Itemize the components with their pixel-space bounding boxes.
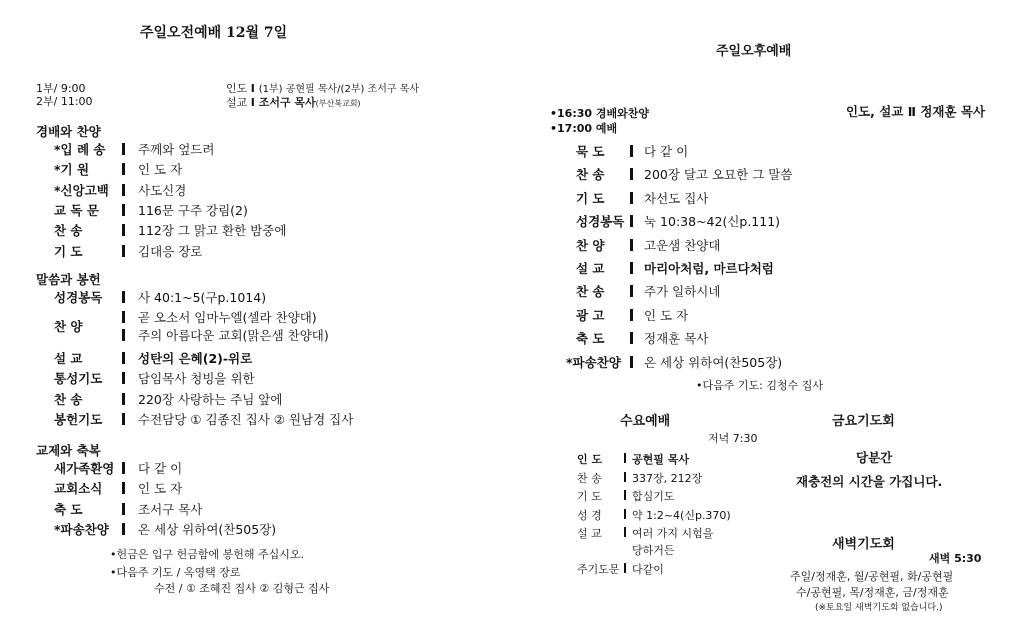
- morning-row-label: 축 도: [54, 501, 83, 517]
- afternoon-row-label: 찬 송: [576, 167, 605, 183]
- afternoon-row: [0, 306, 1000, 324]
- morning-row-label: *신앙고백: [54, 182, 109, 198]
- row-separator: [624, 509, 626, 519]
- wednesday-row-value: 337장, 212장: [632, 471, 703, 485]
- row-separator: [624, 472, 626, 482]
- afternoon-row: [0, 236, 1000, 254]
- afternoon-row: [0, 259, 1000, 277]
- morning-row-label: 교 독 문: [54, 202, 99, 218]
- morning-note-1: •헌금은 입구 헌금함에 봉헌해 주십시오.: [110, 548, 304, 561]
- morning-leader-label: 인도: [226, 82, 248, 95]
- row-separator: [630, 285, 633, 297]
- row-separator: [630, 192, 633, 204]
- afternoon-row-label: 묵 도: [576, 144, 605, 159]
- morning-row-value: 사도신경: [138, 182, 187, 198]
- morning-row-value: 220장 사랑하는 주님 앞에: [138, 391, 283, 407]
- afternoon-row-value: 인 도 자: [644, 307, 689, 323]
- morning-time-1: 1부/ 9:00: [36, 82, 86, 95]
- row-separator: [122, 413, 125, 425]
- afternoon-row-value: 200장 달고 오묘한 그 말씀: [644, 167, 793, 183]
- morning-row-label: *기 원: [54, 162, 90, 178]
- afternoon-row: [0, 165, 1000, 183]
- wednesday-time: 저녁 7:30: [708, 432, 758, 445]
- afternoon-row-label: 축 도: [576, 331, 605, 347]
- dawn-line-2: 수/공현필, 목/정재훈, 금/정재훈: [796, 586, 949, 599]
- wednesday-row-label: 기 도: [577, 490, 602, 503]
- morning-row-label: 찬 송: [54, 391, 83, 407]
- afternoon-row-value: 정재훈 목사: [644, 331, 709, 347]
- afternoon-row-value: 다 같 이: [644, 144, 689, 159]
- morning-row-value: 112장 그 맑고 환한 밤중에: [138, 223, 287, 239]
- row-separator: [630, 356, 633, 368]
- friday-text: 재충전의 시간을 가집니다.: [796, 474, 943, 489]
- afternoon-row: [0, 142, 1000, 160]
- row-separator: [122, 393, 125, 405]
- row-separator: [122, 372, 125, 384]
- afternoon-next-prayer: •다음주 기도: 김청수 집사: [696, 379, 823, 392]
- wednesday-row: [0, 561, 780, 579]
- morning-row-label: 찬 송: [54, 223, 83, 239]
- wednesday-row: [0, 451, 780, 469]
- morning-row-value: 사 40:1~5(구p.1014): [138, 290, 267, 305]
- morning-row: [0, 369, 520, 387]
- morning-time-2: 2부/ 11:00: [36, 95, 93, 108]
- morning-row-label: 성경봉독: [54, 290, 103, 305]
- row-separator: [624, 490, 626, 500]
- wednesday-row-label: 주기도문: [577, 563, 620, 576]
- afternoon-row-label: 설 교: [576, 261, 605, 276]
- morning-row-value: 인 도 자: [138, 162, 183, 178]
- afternoon-row: [0, 353, 1000, 371]
- morning-row: [0, 410, 520, 428]
- morning-row-label: 통성기도: [54, 371, 103, 387]
- row-separator: [624, 527, 626, 537]
- afternoon-row-label: 찬 송: [576, 284, 605, 300]
- morning-sermon-note: (부산북교회): [315, 99, 361, 108]
- afternoon-row-label: *파송찬양: [566, 354, 621, 370]
- wednesday-row-value: 공현필 목사: [632, 453, 689, 466]
- morning-sermon: 설교 Ⅰ 조서구 목사(부산북교회): [226, 96, 361, 109]
- morning-row-value: 온 세상 위하여(찬505장): [138, 521, 277, 537]
- morning-row-label: 봉헌기도: [54, 411, 103, 427]
- afternoon-row-value: 마리아처럼, 마르다처럼: [644, 261, 774, 276]
- morning-row: [0, 390, 520, 408]
- wednesday-row-label: 성 경: [577, 508, 602, 522]
- morning-section-heading: 경배와 찬양: [36, 124, 101, 139]
- morning-row-value: 116문 구주 강림(2): [138, 202, 248, 218]
- wednesday-row-value-2: 당하거든: [632, 544, 675, 557]
- wednesday-title: 수요예배: [620, 414, 671, 429]
- friday-title: 금요기도회: [832, 414, 895, 429]
- morning-row-value: 조서구 목사: [138, 501, 203, 517]
- morning-row-value: 수전담당 ① 김종진 집사 ② 원남경 집사: [138, 411, 354, 427]
- wednesday-row-value: 약 1:2~4(신p.370): [632, 508, 731, 522]
- afternoon-row: [0, 212, 1000, 230]
- row-separator: [630, 309, 633, 321]
- wednesday-row: [0, 488, 780, 506]
- morning-sermon-label: 설교: [226, 96, 248, 109]
- morning-row-value: 주께와 엎드려: [138, 142, 215, 157]
- morning-row-value: 인 도 자: [138, 481, 183, 497]
- morning-row-label: *파송찬양: [54, 521, 109, 537]
- wednesday-row-value: 여러 가지 시험을: [632, 527, 714, 540]
- friday-subtitle: 당분간: [856, 450, 893, 465]
- morning-title: 주일오전예배 12월 7일: [140, 25, 288, 41]
- morning-leader-value: (1부) 공현필 목사/(2부) 조서구 목사: [258, 84, 420, 95]
- morning-row-value-2: 주의 아름다운 교회(맑은샘 찬양대): [138, 328, 329, 344]
- morning-section-heading: 말씀과 봉헌: [36, 272, 101, 287]
- morning-row-label: 교회소식: [54, 481, 103, 497]
- row-separator: [630, 332, 633, 344]
- dawn-line-3: (※토요일 새벽기도회 없습니다.): [815, 603, 943, 613]
- afternoon-row: [0, 189, 1000, 207]
- wednesday-row-label: 설 교: [577, 527, 602, 540]
- wednesday-row-label: 찬 송: [577, 471, 602, 485]
- morning-row-label: *입 례 송: [54, 142, 106, 157]
- afternoon-row-label: 찬 양: [576, 237, 605, 253]
- dawn-time: 새벽 5:30: [929, 552, 982, 565]
- afternoon-row-value: 온 세상 위하여(찬505장): [644, 354, 783, 370]
- row-separator: [630, 262, 633, 274]
- row-separator: [624, 563, 626, 573]
- morning-leader: 인도 Ⅰ (1부) 공현필 목사/(2부) 조서구 목사: [226, 82, 420, 95]
- afternoon-row-value: 차선도 집사: [644, 190, 709, 206]
- wednesday-row: [0, 470, 780, 488]
- morning-row-label: 찬 양: [54, 319, 83, 335]
- afternoon-row-value: 주가 일하시네: [644, 284, 721, 300]
- afternoon-row: [0, 329, 1000, 347]
- morning-row-value: 다 같 이: [138, 461, 183, 476]
- row-separator: [630, 215, 633, 227]
- morning-row-value: 곧 오소서 임마누엘(셀라 찬양대): [138, 310, 317, 326]
- wednesday-row: [0, 507, 780, 525]
- afternoon-time-2: •17:00 예배: [550, 122, 618, 135]
- morning-note-2: •다음주 기도 / 옥영택 장로: [110, 566, 241, 579]
- morning-row-value: 김대응 장로: [138, 243, 203, 259]
- morning-row-value: 성탄의 은혜(2)-위로: [138, 350, 253, 366]
- afternoon-title: 주일오후예배: [716, 44, 792, 59]
- morning-row-label: 기 도: [54, 243, 83, 259]
- afternoon-row: [0, 282, 1000, 300]
- row-separator: [630, 239, 633, 251]
- morning-row-value: 담임목사 청빙을 위한: [138, 371, 255, 387]
- wednesday-row-value: 다같이: [632, 563, 664, 576]
- row-separator: [624, 453, 626, 463]
- morning-row-label: 설 교: [54, 350, 83, 366]
- dawn-line-1: 주일/정재훈, 월/공현필, 화/공현필: [790, 570, 954, 583]
- afternoon-time-1: •16:30 경배와찬양: [550, 107, 650, 120]
- morning-section-heading: 교제와 축복: [36, 443, 101, 458]
- row-separator: [630, 168, 633, 180]
- afternoon-row-value: 고운샘 찬양대: [644, 237, 721, 253]
- afternoon-row-value: 눅 10:38~42(신p.111): [644, 214, 781, 230]
- dawn-title: 새벽기도회: [832, 537, 895, 552]
- wednesday-row-label: 인 도: [577, 453, 603, 466]
- morning-note-3: 수전 / ① 조혜진 집사 ② 김형근 집사: [154, 582, 330, 595]
- morning-sermon-value: 조서구 목사: [258, 96, 316, 109]
- wednesday-row-value: 합심기도: [632, 490, 675, 503]
- afternoon-leader: 인도, 설교 Ⅱ 정재훈 목사: [846, 104, 986, 119]
- afternoon-row-label: 광 고: [576, 307, 605, 323]
- row-separator: [630, 145, 633, 157]
- afternoon-row-label: 성경봉독: [576, 214, 625, 230]
- morning-row-label: 새가족환영: [54, 461, 115, 476]
- afternoon-row-label: 기 도: [576, 190, 605, 206]
